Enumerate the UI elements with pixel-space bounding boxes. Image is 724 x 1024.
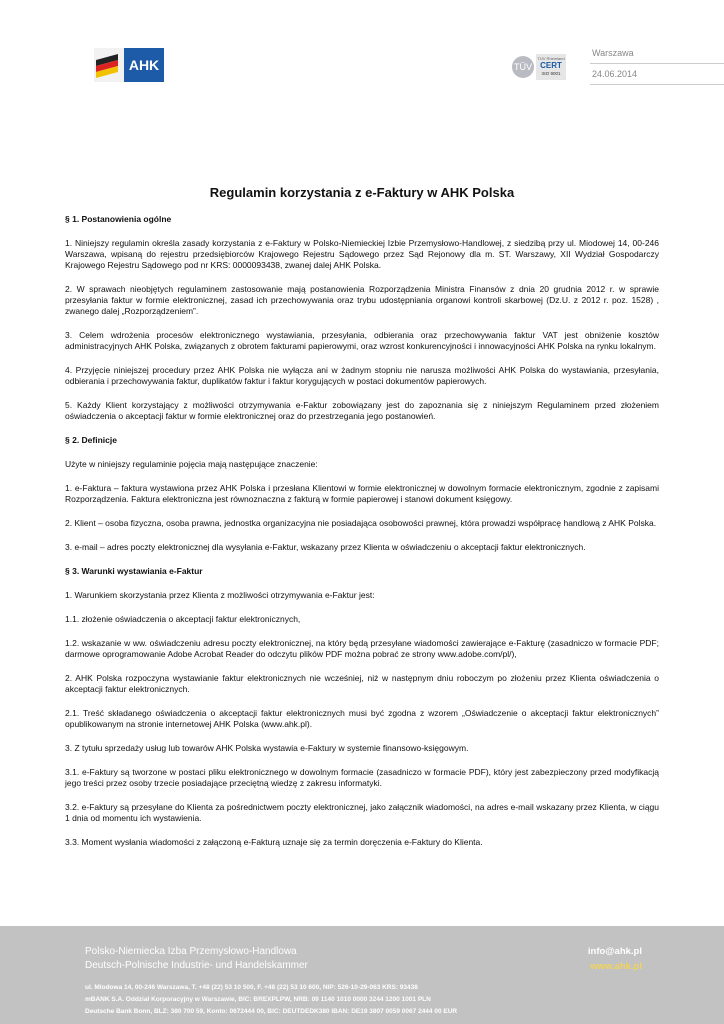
- flag-icon: [94, 48, 124, 82]
- footer-bank-pln: mBANK S.A. Oddział Korporacyjny w Warszawie, BIC: BREXPLPW, NRB: 09 1140 1010 0000 3244 1200 1001 PLN: [85, 996, 431, 1003]
- document-title: Regulamin korzystania z e-Faktury w AHK Polska: [209, 185, 515, 200]
- document-city: Warszawa: [592, 48, 634, 58]
- cert-issuer: TÜV Rheinland: [537, 56, 565, 61]
- paragraph: 3.2. e-Faktury są przesyłane do Klienta za pośrednictwem poczty elektronicznej, jako załącznik wiadomości, na adres e-mail wskazany przez Klienta, w ciągu 1 dnia od momentu ich wystawienia.: [65, 802, 659, 823]
- footer-web-link[interactable]: www.ahk.pl: [590, 961, 642, 972]
- paragraph: 3. e-mail – adres poczty elektronicznej dla wysyłania e-Faktur, wskazany przez Klienta w oświadczeniu o akceptacji faktur elektronicznych.: [65, 542, 586, 552]
- footer: [0, 926, 724, 1024]
- paragraph: 5. Każdy Klient korzystający z możliwości otrzymywania e-Faktur zobowiązany jest do zapoznania się z niniejszym Regulaminem przed złożeniem oświadczenia o akceptacji faktur w formie elektronicznej oraz do przestrzegania jego postanowień.: [65, 400, 659, 421]
- paragraph: 1.2. wskazanie w ww. oświadczeniu adresu poczty elektronicznej, na który będą przesyłane wiadomości zawierające e-Fakturę (zasadniczo w formacie PDF; darmowe oprogramowanie Adobe Acrobat Reader do odczytu plików PDF można pobrać ze strony www.adobe.com/pl/),: [65, 638, 659, 659]
- paragraph: 2. Klient – osoba fizyczna, osoba prawna, jednostka organizacyjna nie posiadająca osobowości prawnej, która prowadzi współpracę handlową z AHK Polska.: [65, 518, 657, 528]
- document-body: [65, 214, 659, 861]
- cert-iso: ISO 9001: [541, 71, 561, 76]
- paragraph: 3.3. Moment wysłania wiadomości z załączoną e-Fakturą uznaje się za termin doręczenia e-Faktury do Klienta.: [65, 837, 483, 847]
- paragraph: 3. Celem wdrożenia procesów elektronicznego wystawiania, przesyłania, odbierania oraz przechowywania faktur VAT jest obniżenie kosztów administracyjnych AHK Polska, związanych z obrotem fakturami papierowymi, oraz wzrost konkurencyjności i innowacyjności AHK Polska na rynku lokalnym.: [65, 330, 659, 351]
- header-divider: [590, 63, 724, 64]
- paragraph: 3.1. e-Faktury są tworzone w postaci pliku elektronicznego w dowolnym formacie (zasadniczo w formacie PDF), który jest zabezpieczony przed modyfikacją jego treści przez osoby trzecie posiadające przeciętną wiedzę z zakresu informatyki.: [65, 767, 659, 788]
- logo-text: AHK: [124, 48, 164, 82]
- paragraph: 1. Warunkiem skorzystania przez Klienta z możliwości otrzymywania e-Faktur jest:: [65, 590, 375, 600]
- section-heading: § 3. Warunki wystawiania e-Faktur: [65, 566, 203, 576]
- cert-label: CERT: [540, 61, 562, 70]
- paragraph: 2.1. Treść składanego oświadczenia o akceptacji faktur elektronicznych musi być zgodna z wzorem „Oświadczenie o akceptacji faktur elektronicznych” opublikowanym na stronie internetowej AHK Polska (www.ahk.pl).: [65, 708, 659, 729]
- section-heading: § 1. Postanowienia ogólne: [65, 214, 172, 224]
- paragraph: 2. W sprawach nieobjętych regulaminem zastosowanie mają postanowienia Rozporządzenia Ministra Finansów z dnia 20 grudnia 2012 r. w sprawie przesyłania faktur w formie elektronicznej, zasad ich przechowywania oraz trybu udostępniania organowi kontroli skarbowej (Dz.U. z 2012 r. poz. 1528) , zwanego dalej „Rozporządzeniem”.: [65, 284, 659, 316]
- paragraph: 3. Z tytułu sprzedaży usług lub towarów AHK Polska wystawia e-Faktury w systemie finansowo-księgowym.: [65, 743, 469, 753]
- header-divider: [590, 84, 724, 85]
- footer-org-polish: Polsko-Niemiecka Izba Przemysłowo-Handlowa: [85, 946, 297, 957]
- footer-org-german: Deutsch-Polnische Industrie- und Handelskammer: [85, 960, 308, 971]
- iso-certificate-badge: [512, 54, 566, 80]
- footer-address-block: [85, 982, 457, 1018]
- footer-address: ul. Miodowa 14, 00-246 Warszawa, T. +48 (22) 53 10 500, F. +48 (22) 53 10 600, NIP: 526-10-29-063 KRS: 93438: [85, 984, 418, 991]
- section-heading: § 2. Definicje: [65, 435, 117, 445]
- paragraph: 4. Przyjęcie niniejszej procedury przez AHK Polska nie wyłącza ani w żadnym stopniu nie narusza możliwości AHK Polska do wystawiania, przesyłania, odbierania i przechowywania faktur, duplikatów faktur i faktur korygujących w postaci dokumentów papierowych.: [65, 365, 659, 386]
- footer-email-link[interactable]: info@ahk.pl: [587, 946, 642, 957]
- ahk-logo: [94, 48, 164, 82]
- paragraph: 1. e-Faktura – faktura wystawiona przez AHK Polska i przesłana Klientowi w formie elektronicznej w dowolnym formacie elektronicznym, zgodnie z zapisami Rozporządzenia. Faktura elektroniczna jest równoznaczna z fakturą w formie papierowej i stanowi dokument księgowy.: [65, 483, 659, 504]
- footer-bank-eur: Deutsche Bank Bonn, BLZ: 380 700 59, Konto: 0672444 00, BIC: DEUTDEDK380 IBAN: DE19 3807 0059 0067 2444 00 EUR: [85, 1008, 458, 1015]
- paragraph: 1.1. złożenie oświadczenia o akceptacji faktur elektronicznych,: [65, 614, 301, 624]
- paragraph: Użyte w niniejszy regulaminie pojęcia mają następujące znaczenie:: [65, 459, 318, 469]
- tuv-seal-icon: TÜV: [512, 56, 534, 78]
- document-date: 24.06.2014: [592, 69, 638, 79]
- paragraph: 1. Niniejszy regulamin określa zasady korzystania z e-Faktury w Polsko-Niemieckiej Izbie Przemysłowo-Handlowej, z siedzibą przy ul. Miodowej 14, 00-246 Warszawa, wpisaną do rejestru przedsiębiorców Krajowego Rejestru Sądowego przez Sąd Rejonowy dla m. ST. Warszawy, XII Wydział Gospodarczy Krajowego Rejestru Sądowego pod nr KRS: 0000093438, zwanej dalej AHK Polska.: [65, 238, 659, 270]
- paragraph: 2. AHK Polska rozpoczyna wystawianie faktur elektronicznych nie wcześniej, niż w następnym dniu roboczym po złożeniu przez Klienta oświadczenia o akceptacji faktur elektronicznych.: [65, 673, 659, 694]
